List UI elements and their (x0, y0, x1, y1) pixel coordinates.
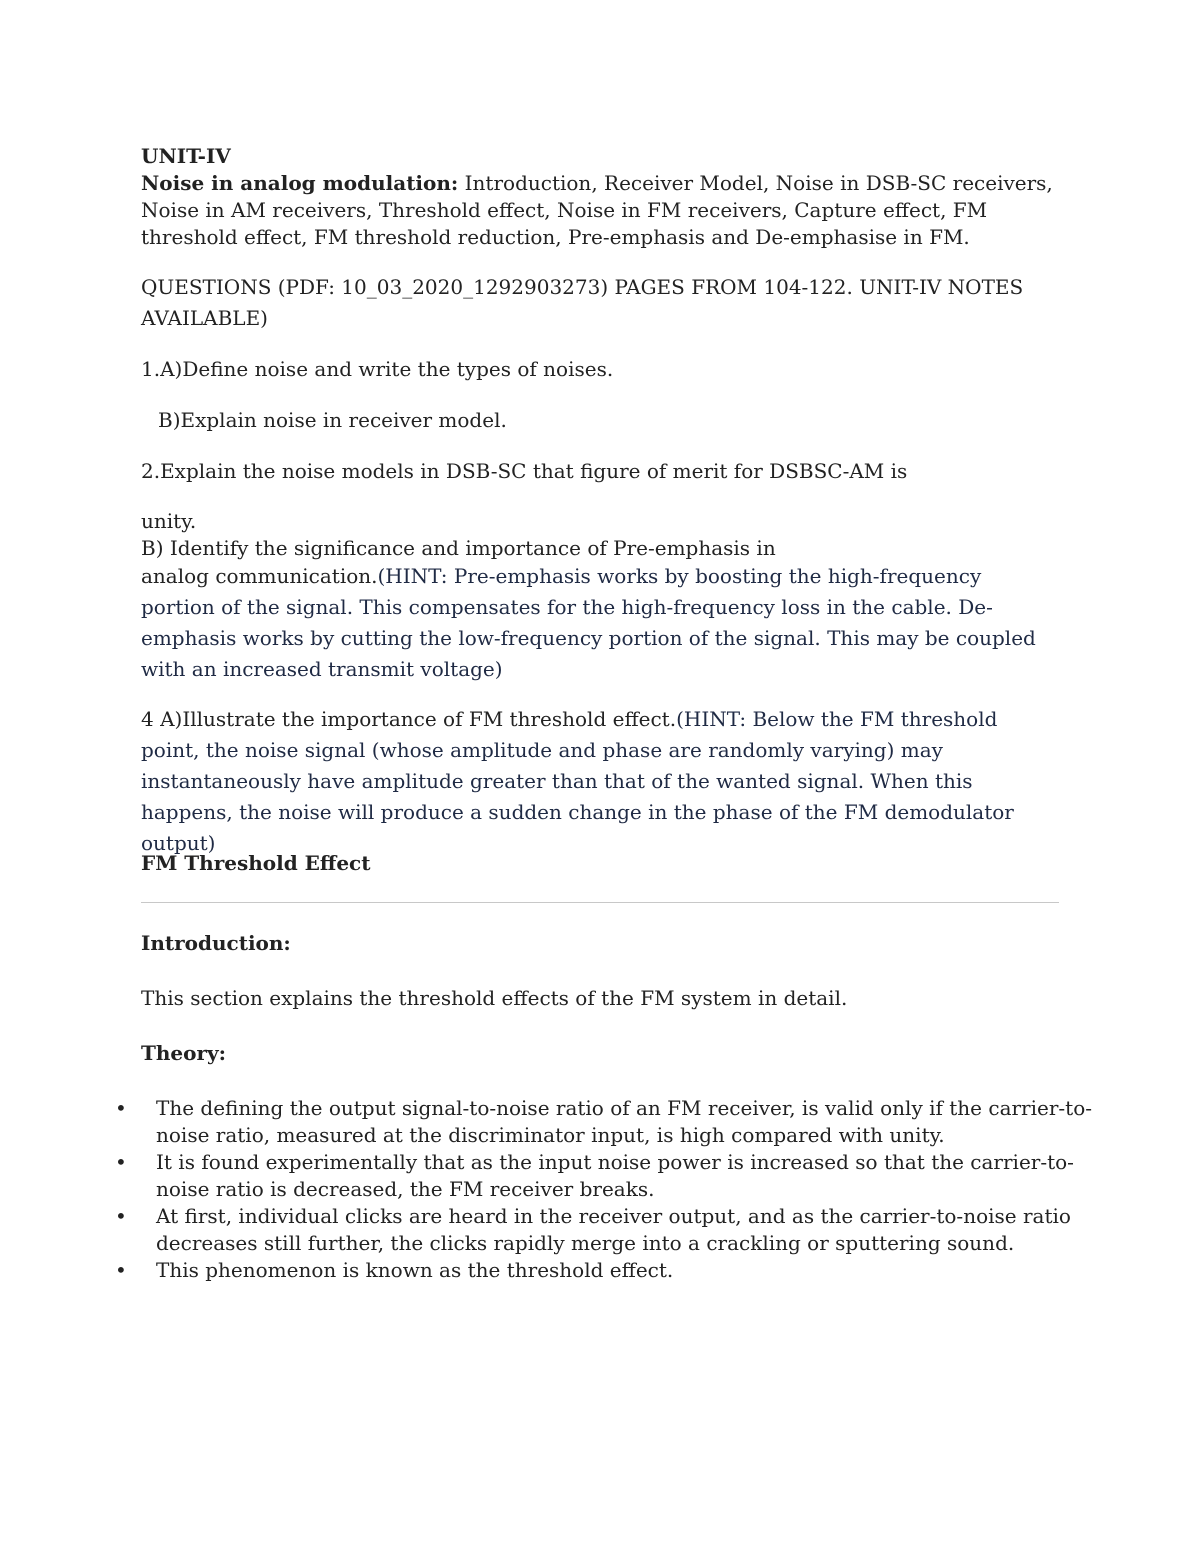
questions-header: QUESTIONS (PDF: 10_03_2020_1292903273) PAGES FROM 104-122. UNIT-IV NOTES AVAILABLE) (141, 275, 1024, 330)
bullet-icon: • (115, 1096, 127, 1120)
intro-heading: Introduction: (141, 931, 291, 955)
unit-title: UNIT-IV (141, 144, 231, 168)
question-2b-prefix: analog communication. (141, 564, 378, 588)
bullet-text: The defining the output signal-to-noise ratio of an FM receiver, is valid only if the carrier-to-noise ratio, measured at the discriminator input, is high compared with unity. (156, 1096, 1092, 1147)
bullet-icon: • (115, 1258, 127, 1282)
syllabus-label: Noise in analog modulation: (141, 171, 459, 195)
list-item (0, 1257, 1100, 1284)
question-2-continuation: unity. (141, 509, 197, 533)
theory-bullet-list (0, 1095, 1100, 1284)
bullet-icon: • (115, 1150, 127, 1174)
question-2b-hint: (HINT: Pre-emphasis works by boosting the high-frequency portion of the signal. This compensates for the high-frequency loss in the cable. De-emphasis works by cutting the low-frequency portion of the signal. This may be coupled with an increased transmit voltage) (141, 564, 1036, 681)
question-1a: 1.A)Define noise and write the types of noises. (141, 357, 614, 381)
bullet-icon: • (115, 1204, 127, 1228)
section-title: FM Threshold Effect (141, 851, 371, 875)
list-item (0, 1203, 1100, 1257)
syllabus-paragraph (141, 170, 1061, 251)
question-2b-body (141, 561, 1061, 685)
horizontal-divider (141, 902, 1059, 903)
syllabus-text: Introduction, Receiver Model, Noise in DSB-SC receivers, Noise in AM receivers, Threshold effect, Noise in FM receivers, Capture effect, FM threshold effect, FM threshold reduction, Pre-emphasis and De-emphasise in FM. (141, 171, 1053, 249)
bullet-text: This phenomenon is known as the threshold effect. (156, 1258, 674, 1282)
question-2: 2.Explain the noise models in DSB-SC that figure of merit for DSBSC-AM is (141, 459, 908, 483)
theory-heading: Theory: (141, 1041, 227, 1065)
bullet-text: It is found experimentally that as the input noise power is increased so that the carrier-to-noise ratio is decreased, the FM receiver breaks. (156, 1150, 1074, 1201)
question-4a-hint: (HINT: Below the FM threshold point, the noise signal (whose amplitude and phase are randomly varying) may instantaneously have amplitude greater than that of the wanted signal. When this happens, the noise will produce a sudden change in the phase of the FM demodulator output) (141, 707, 1014, 855)
intro-text: This section explains the threshold effects of the FM system in detail. (141, 986, 848, 1010)
question-4a (141, 704, 1061, 859)
question-4a-prefix: 4 A)Illustrate the importance of FM threshold effect. (141, 707, 677, 731)
bullet-text: At first, individual clicks are heard in the receiver output, and as the carrier-to-noise ratio decreases still further, the clicks rapidly merge into a crackling or sputtering sound. (156, 1204, 1071, 1255)
list-item (0, 1095, 1100, 1149)
list-item (0, 1149, 1100, 1203)
question-2b: B) Identify the significance and importance of Pre-emphasis in (141, 536, 776, 560)
question-1b: B)Explain noise in receiver model. (158, 408, 507, 432)
